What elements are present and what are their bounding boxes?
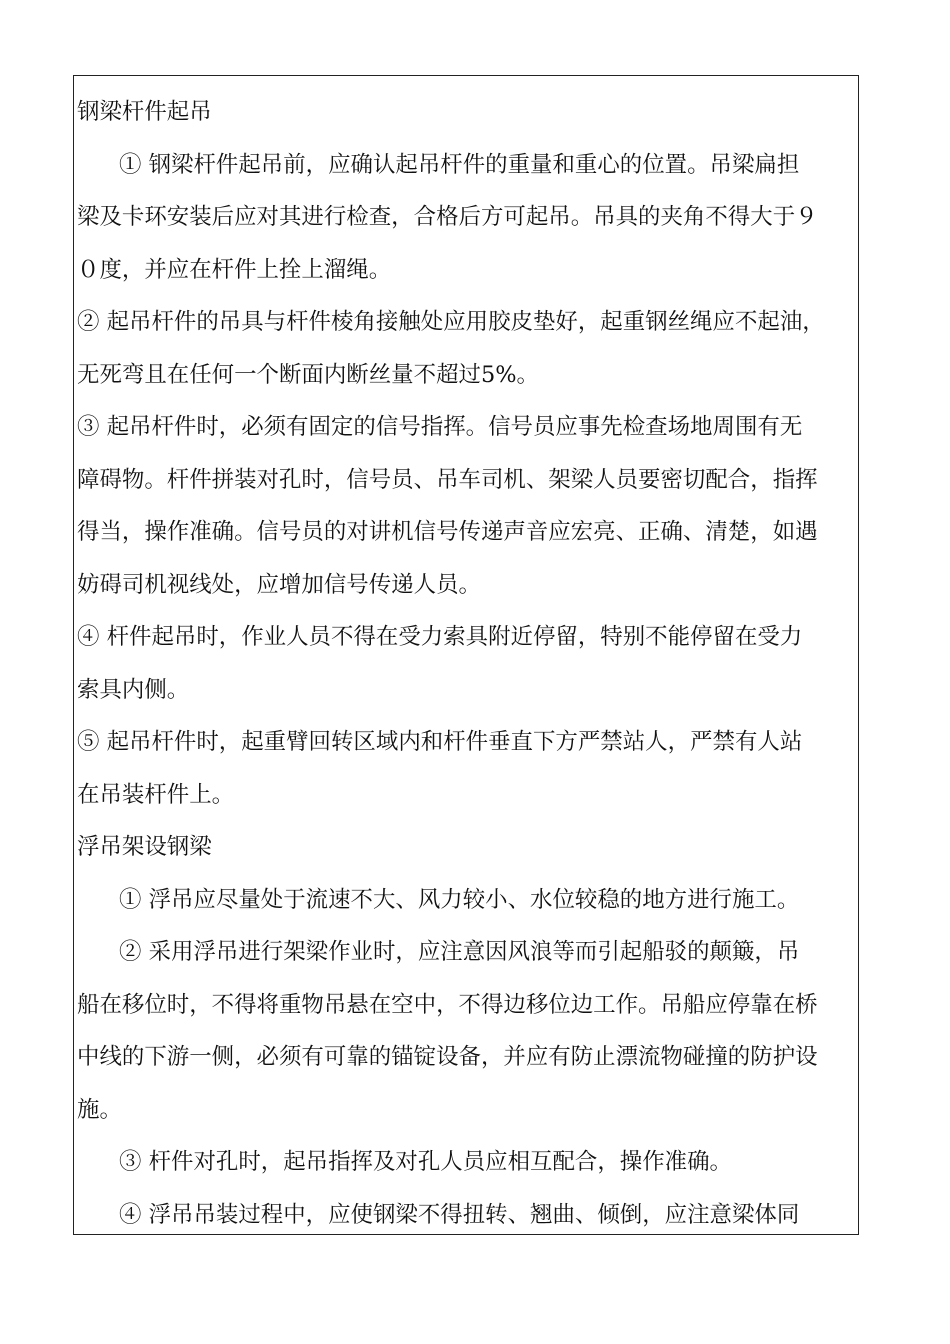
paragraph-line: 船在移位时，不得将重物吊悬在空中，不得边移位边工作。吊船应停靠在桥 xyxy=(77,992,818,1018)
paragraph-line: 障碍物。杆件拼装对孔时，信号员、吊车司机、架梁人员要密切配合，指挥 xyxy=(77,467,818,493)
paragraph-line: 索具内侧。 xyxy=(77,677,190,703)
paragraph-line: 得当，操作准确。信号员的对讲机信号传递声音应宏亮、正确、清楚，如遇 xyxy=(77,519,818,545)
paragraph-line: ④ 浮吊吊装过程中，应使钢梁不得扭转、翘曲、倾倒，应注意梁体同 xyxy=(119,1202,800,1228)
paragraph-line: 无死弯且在任何一个断面内断丝量不超过5%。 xyxy=(77,362,539,388)
paragraph-line: ② 起吊杆件的吊具与杆件棱角接触处应用胶皮垫好，起重钢丝绳应不起油， xyxy=(77,309,825,335)
paragraph-line: ③ 起吊杆件时，必须有固定的信号指挥。信号员应事先检查场地周围有无 xyxy=(77,414,803,440)
paragraph-line: 中线的下游一侧，必须有可靠的锚锭设备，并应有防止漂流物碰撞的防护设 xyxy=(77,1044,818,1070)
paragraph-line: ② 采用浮吊进行架梁作业时，应注意因风浪等而引起船驳的颠簸，吊 xyxy=(119,939,800,965)
paragraph-line: ① 浮吊应尽量处于流速不大、风力较小、水位较稳的地方进行施工。 xyxy=(119,887,800,913)
paragraph-line: 妨碍司机视线处，应增加信号传递人员。 xyxy=(77,572,481,598)
paragraph-line: 施。 xyxy=(77,1097,122,1123)
paragraph-line: ０度，并应在杆件上拴上溜绳。 xyxy=(77,257,392,283)
paragraph-line: ① 钢梁杆件起吊前，应确认起吊杆件的重量和重心的位置。吊梁扁担 xyxy=(119,152,800,178)
paragraph-line: ③ 杆件对孔时，起吊指挥及对孔人员应相互配合，操作准确。 xyxy=(119,1149,732,1175)
document-frame xyxy=(73,75,859,1235)
paragraph-line: 在吊装杆件上。 xyxy=(77,782,235,808)
section-heading-lifting: 钢梁杆件起吊 xyxy=(77,99,212,125)
paragraph-line: ⑤ 起吊杆件时，起重臂回转区域内和杆件垂直下方严禁站人，严禁有人站 xyxy=(77,729,803,755)
paragraph-line: ④ 杆件起吊时，作业人员不得在受力索具附近停留，特别不能停留在受力 xyxy=(77,624,803,650)
section-heading-floating-crane: 浮吊架设钢梁 xyxy=(77,834,212,860)
paragraph-line: 梁及卡环安装后应对其进行检查，合格后方可起吊。吊具的夹角不得大于９ xyxy=(77,204,818,230)
